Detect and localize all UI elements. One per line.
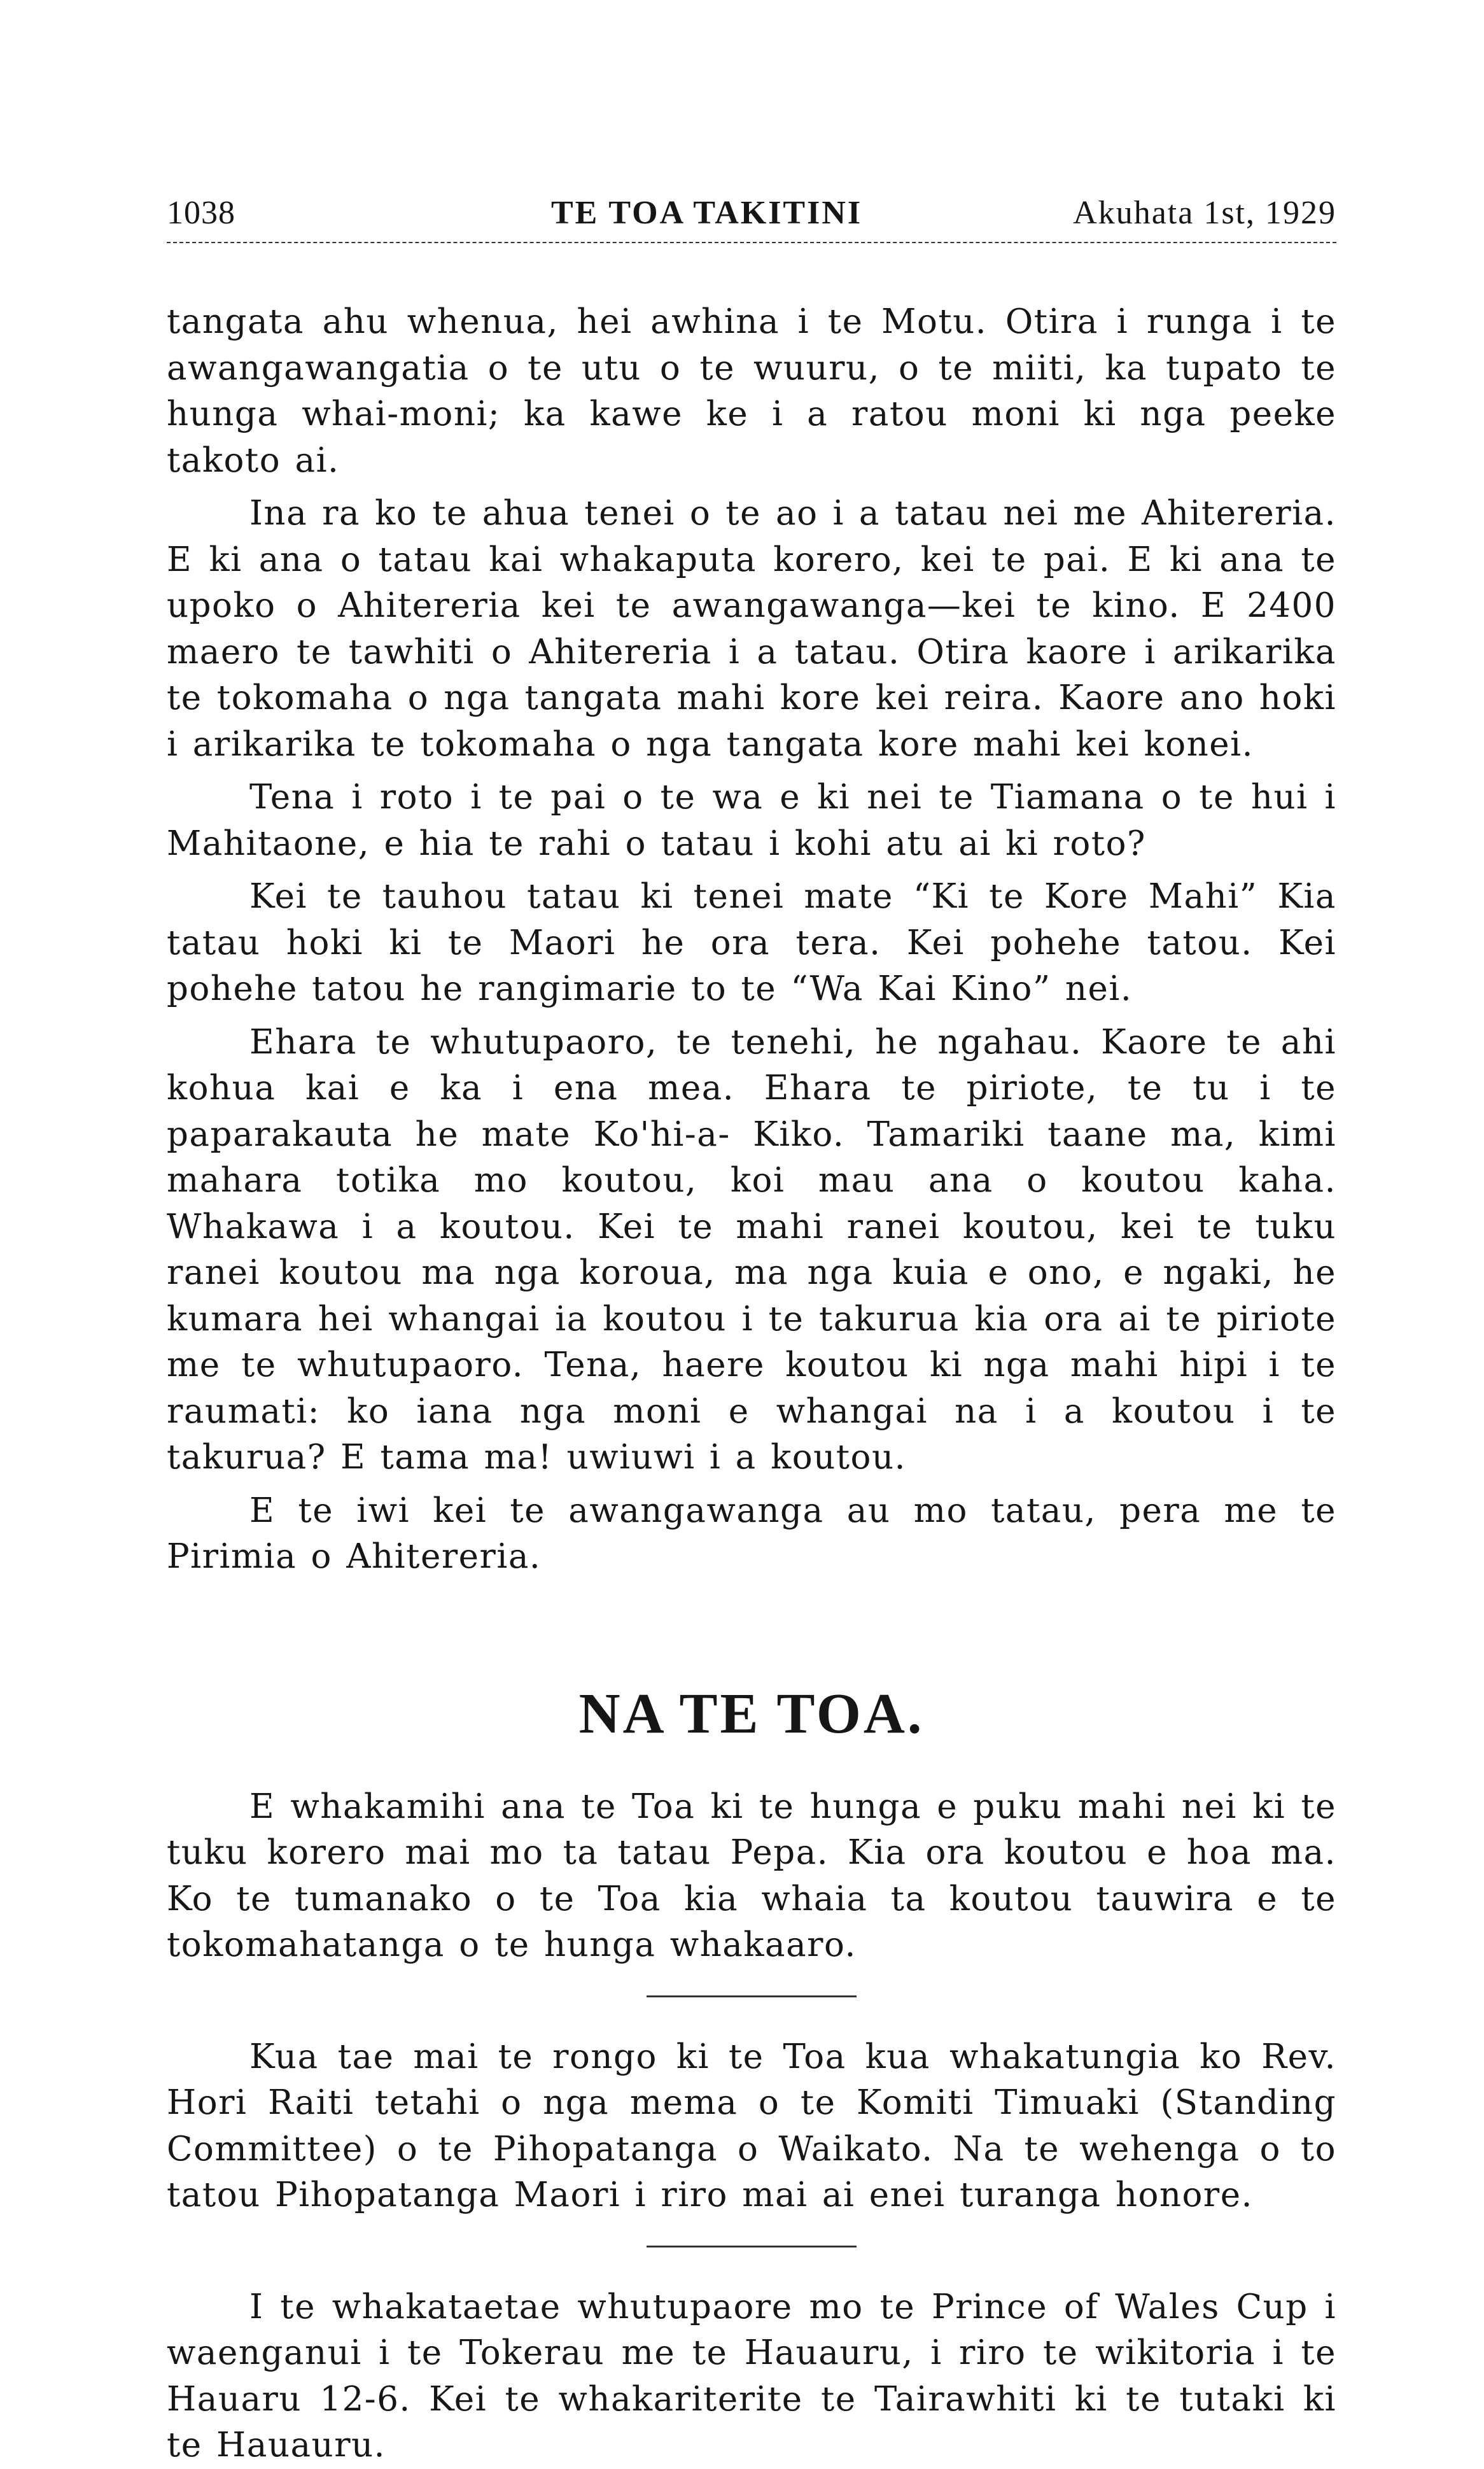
paragraph: Kei te tauhou tatau ki tenei mate “Ki te Kore Mahi” Kia tatau hoki ki te Maori he ora tera. Kei pohehe tatou. Kei pohehe tatou he rangimarie to te “Wa Kai Kino” nei. (167, 877, 1336, 1008)
paragraph: Ehara te whutupaoro, te tenehi, he ngahau. Kaore te ahi kohua kai e ka i ena mea. Ehara te piriote, te tu i te paparakauta he mate Ko'hi-a- Kiko. Tamariki taane ma, kimi mahara totika mo koutou, koi mau ana o koutou kaha. Whakawa i a koutou. Kei te mahi ranei koutou, kei te tuku ranei koutou ma nga koroua, ma nga kuia e ono, e ngaki, he kumara hei whangai ia koutou i te takurua kia ora ai te piriote me te whutupaoro. Tena, haere koutou ki nga mahi hipi i te raumati: ko iana nga moni e whangai na i a koutou i te takurua? E tama ma! uwiuwi i a koutou. (167, 1022, 1336, 1477)
article-body (167, 299, 1336, 2469)
paragraph: tangata ahu whenua, hei awhina i te Motu. Otira i runga i te awangawangatia o te utu o te wuuru, o te miiti, ka tupato te hunga whai-moni; ka kawe ke i a ratou moni ki nga peeke takoto ai. (167, 302, 1336, 480)
page-number: 1038 (167, 195, 235, 231)
page-header-container (167, 191, 1336, 236)
issue-date: Akuhata 1st, 1929 (1073, 195, 1336, 231)
journal-title: TE TOA TAKITINI (551, 195, 863, 231)
header-divider (167, 242, 1336, 243)
section-divider (647, 1995, 857, 1997)
section-paragraph: I te whakataetae whutupaore mo te Prince of Wales Cup i waenganui i te Tokerau me te Hauauru, i riro te wikitoria i te Hauaru 12-6. Kei te whakariterite te Tairawhiti ki te tutaki ki te Hauauru. (167, 2287, 1336, 2465)
section-paragraph: Kua tae mai te rongo ki te Toa kua whakatungia ko Rev. Hori Raiti tetahi o nga mema o te Komiti Timuaki (Standing Committee) o te Pihopatanga o Waikato. Na te wehenga o to tatou Pihopatanga Maori i riro mai ai enei turanga honore. (167, 2037, 1336, 2214)
paragraph: Ina ra ko te ahua tenei o te ao i a tatau nei me Ahitereria. E ki ana o tatau kai whakaputa korero, kei te pai. E ki ana te upoko o Ahitereria kei te awangawanga—kei te kino. E 2400 maero te tawhiti o Ahitereria i a tatau. Otira kaore i arikarika te tokomaha o nga tangata mahi kore kei reira. Kaore ano hoki i arikarika te tokomaha o nga tangata kore mahi kei konei. (167, 494, 1336, 764)
section-heading: NA TE TOA. (578, 1682, 925, 1745)
paragraph: Tena i roto i te pai o te wa e ki nei te Tiamana o te hui i Mahitaone, e hia te rahi o tatau i kohi atu ai ki roto? (167, 778, 1336, 863)
running-header (167, 191, 1336, 236)
section-divider (647, 2246, 857, 2247)
section-paragraph: E whakamihi ana te Toa ki te hunga e puku mahi nei ki te tuku korero mai mo ta tatau Pepa. Kia ora koutou e hoa ma. Ko te tumanako o te Toa kia whaia ta koutou tauwira e te tokomahatanga o te hunga whakaaro. (167, 1787, 1336, 1964)
paragraph: E te iwi kei te awangawanga au mo tatau, pera me te Pirimia o Ahitereria. (167, 1491, 1336, 1576)
